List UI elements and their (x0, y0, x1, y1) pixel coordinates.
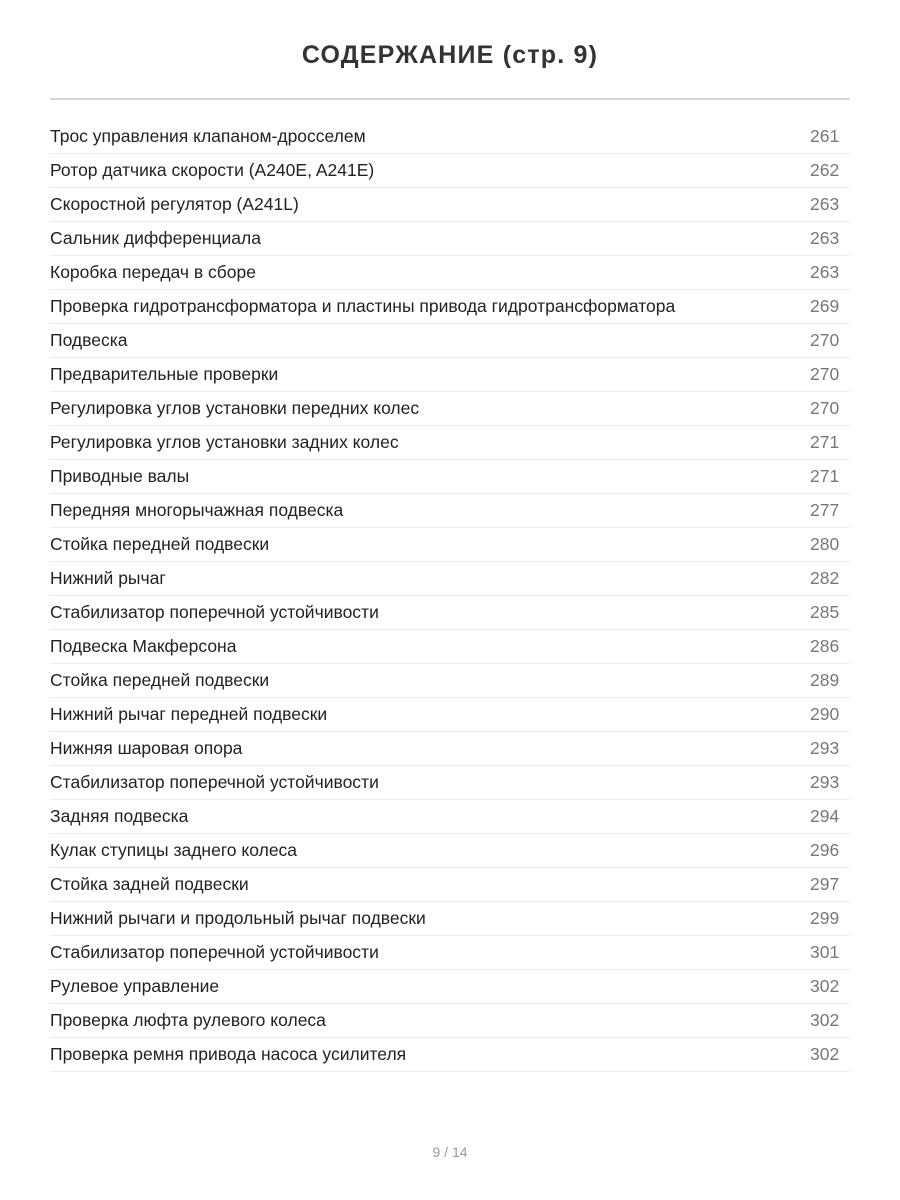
toc-entry-page-number: 271 (810, 432, 840, 452)
toc-entry[interactable] (50, 392, 850, 426)
toc-entry[interactable] (50, 596, 850, 630)
toc-entry-title: Сальник дифференциала (50, 228, 261, 248)
toc-entry[interactable] (50, 834, 850, 868)
toc-entry-page-number: 297 (810, 874, 840, 894)
toc-entry-page-number: 270 (810, 364, 840, 384)
toc-entry-title: Подвеска (50, 330, 128, 350)
toc-entry-page-number: 263 (810, 228, 840, 248)
toc-entry-page-number: 263 (810, 194, 840, 214)
toc-entry-page-number: 286 (810, 636, 840, 656)
toc-entry[interactable] (50, 868, 850, 902)
title-divider (50, 98, 850, 100)
toc-entry-page-number: 262 (810, 160, 840, 180)
toc-entry[interactable] (50, 902, 850, 936)
toc-entry-title: Стойка передней подвески (50, 670, 270, 690)
toc-entry-page-number: 294 (810, 806, 840, 826)
toc-entry[interactable] (50, 630, 850, 664)
toc-entry[interactable] (50, 358, 850, 392)
toc-entry-title: Приводные валы (50, 466, 190, 486)
toc-entry-page-number: 290 (810, 704, 840, 724)
toc-entry-page-number: 269 (810, 296, 840, 316)
toc-entry-title: Нижний рычаг передней подвески (50, 704, 328, 724)
toc-entry[interactable] (50, 664, 850, 698)
toc-entry[interactable] (50, 800, 850, 834)
toc-entry[interactable] (50, 120, 850, 154)
toc-entry[interactable] (50, 1004, 850, 1038)
toc-entry[interactable] (50, 936, 850, 970)
toc-entry-page-number: 293 (810, 772, 840, 792)
toc-entry-page-number: 293 (810, 738, 840, 758)
toc-entry-title: Коробка передач в сборе (50, 262, 257, 282)
toc-entry-page-number: 271 (810, 466, 840, 486)
toc-entry-title: Предварительные проверки (50, 364, 279, 384)
toc-entry-title: Стабилизатор поперечной устойчивости (50, 772, 379, 792)
page-title: СОДЕРЖАНИЕ (стр. 9) (301, 41, 599, 69)
toc-entry-title: Проверка люфта рулевого колеса (50, 1010, 326, 1030)
toc-entry-page-number: 270 (810, 330, 840, 350)
toc-entry[interactable] (50, 290, 850, 324)
toc-entry[interactable] (50, 698, 850, 732)
toc-entry-page-number: 296 (810, 840, 840, 860)
toc-entry-page-number: 263 (810, 262, 840, 282)
toc-entry-page-number: 282 (810, 568, 840, 588)
toc-entry-title: Передняя многорычажная подвеска (50, 500, 344, 520)
toc-entry-title: Нижняя шаровая опора (50, 738, 243, 758)
toc-entry-title: Ротор датчика скорости (A240E, A241E) (50, 160, 375, 180)
toc-entry[interactable] (50, 528, 850, 562)
toc-entry-title: Проверка гидротрансформатора и пластины привода гидротрансформатора (50, 296, 676, 316)
toc-entry-page-number: 277 (810, 500, 840, 520)
toc-entry-title: Подвеска Макферсона (50, 636, 237, 656)
toc-entry[interactable] (50, 766, 850, 800)
toc-entry[interactable] (50, 154, 850, 188)
toc-entry-page-number: 270 (810, 398, 840, 418)
toc-entry[interactable] (50, 222, 850, 256)
toc-entry[interactable] (50, 494, 850, 528)
toc-entry-title: Скоростной регулятор (A241L) (50, 194, 299, 214)
toc-entry[interactable] (50, 324, 850, 358)
page-number-indicator: 9 / 14 (432, 1144, 468, 1160)
toc-entry-page-number: 302 (810, 976, 840, 996)
toc-entry[interactable] (50, 562, 850, 596)
toc-entry[interactable] (50, 970, 850, 1004)
table-of-contents (50, 120, 850, 1072)
toc-entry[interactable] (50, 732, 850, 766)
toc-entry-title: Задняя подвеска (50, 806, 189, 826)
toc-entry-page-number: 289 (810, 670, 840, 690)
toc-entry-page-number: 301 (810, 942, 840, 962)
toc-entry[interactable] (50, 188, 850, 222)
toc-entry-title: Стабилизатор поперечной устойчивости (50, 602, 379, 622)
toc-entry-page-number: 285 (810, 602, 840, 622)
toc-entry-title: Трос управления клапаном-дросселем (50, 126, 366, 146)
toc-entry-title: Регулировка углов установки передних колес (50, 398, 420, 418)
toc-entry-page-number: 302 (810, 1044, 840, 1064)
toc-entry[interactable] (50, 426, 850, 460)
toc-entry-page-number: 280 (810, 534, 840, 554)
toc-entry-title: Нижний рычаг (50, 568, 166, 588)
toc-entry-title: Нижний рычаги и продольный рычаг подвески (50, 908, 426, 928)
toc-entry[interactable] (50, 460, 850, 494)
toc-entry-page-number: 302 (810, 1010, 840, 1030)
toc-entry-title: Проверка ремня привода насоса усилителя (50, 1044, 407, 1064)
toc-entry-title: Кулак ступицы заднего колеса (50, 840, 298, 860)
toc-entry-page-number: 261 (810, 126, 840, 146)
toc-entry-page-number: 299 (810, 908, 840, 928)
toc-entry-title: Рулевое управление (50, 976, 220, 996)
toc-entry[interactable] (50, 256, 850, 290)
toc-entry[interactable] (50, 1038, 850, 1072)
toc-entry-title: Стойка задней подвески (50, 874, 249, 894)
toc-entry-title: Стойка передней подвески (50, 534, 270, 554)
toc-entry-title: Стабилизатор поперечной устойчивости (50, 942, 379, 962)
toc-entry-title: Регулировка углов установки задних колес (50, 432, 399, 452)
